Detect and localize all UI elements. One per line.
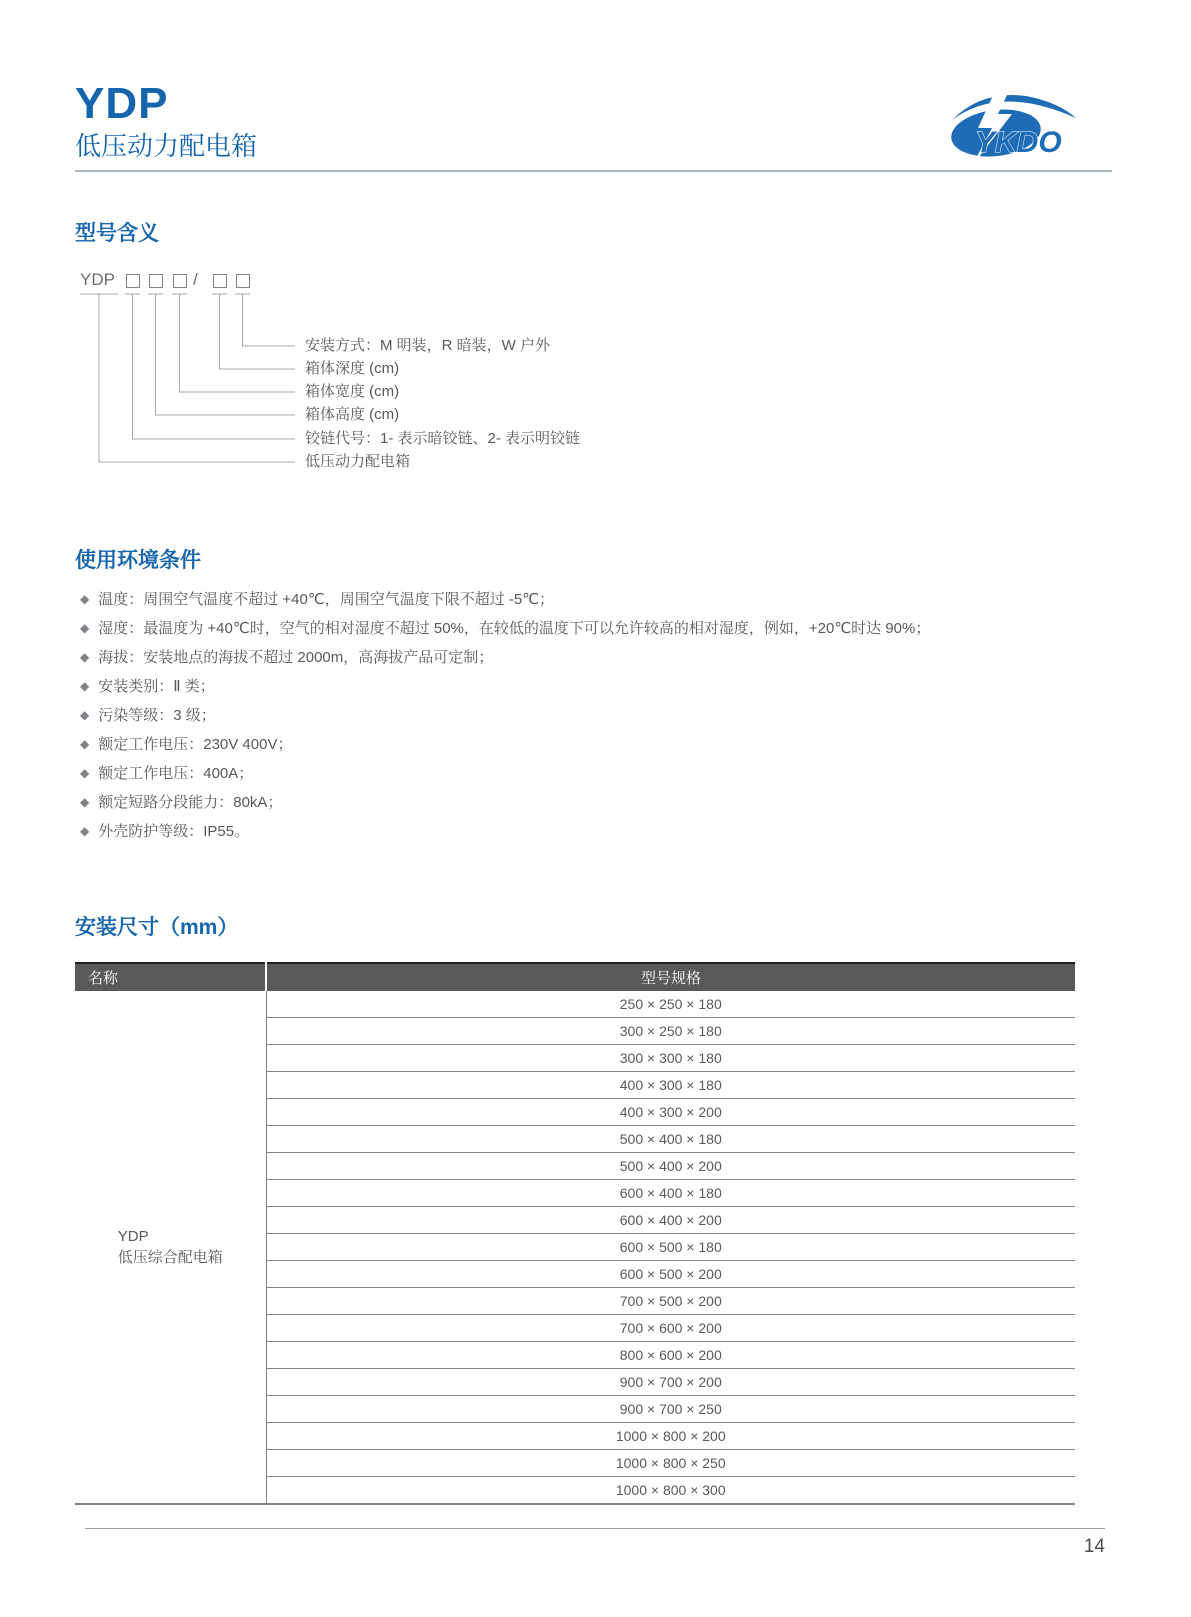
section-title-dimensions: 安装尺寸（mm） — [75, 916, 239, 939]
list-item — [80, 617, 1090, 646]
spec-cell: 600 × 400 × 200 — [266, 1207, 1075, 1234]
diagram-label-height: 箱体高度 (cm) — [305, 406, 400, 423]
diamond-bullet-icon: ◆ — [80, 679, 90, 693]
condition-text: 温度：周围空气温度不超过 +40℃，周围空气温度下限不超过 -5℃； — [98, 591, 555, 608]
list-item — [80, 820, 1090, 849]
model-code-box — [213, 274, 227, 288]
model-code-box — [126, 274, 140, 288]
list-item — [80, 791, 1090, 820]
spec-cell: 400 × 300 × 180 — [266, 1072, 1075, 1099]
product-name-line2: 低压综合配电箱 — [117, 1249, 223, 1266]
page-subtitle: 低压动力配电箱 — [75, 131, 258, 161]
diagram-label-mounting: 安装方式：M 明装，R 暗装，W 户外 — [305, 337, 550, 354]
spec-cell: 1000 × 800 × 300 — [266, 1477, 1075, 1505]
product-name-cell — [75, 991, 266, 1504]
spec-cell: 800 × 600 × 200 — [266, 1342, 1075, 1369]
condition-text: 污染等级：3 级； — [98, 707, 216, 724]
table-row — [75, 991, 1075, 1018]
spec-cell: 250 × 250 × 180 — [619, 996, 722, 1012]
spec-cell: 400 × 300 × 200 — [266, 1099, 1075, 1126]
model-code-separator: / — [193, 270, 198, 289]
column-header-name: 名称 — [75, 963, 266, 991]
dimensions-table — [75, 962, 1075, 1505]
diamond-bullet-icon: ◆ — [80, 824, 90, 838]
spec-cell: 300 × 250 × 180 — [266, 1018, 1075, 1045]
footer-divider — [85, 1528, 1105, 1529]
diamond-bullet-icon: ◆ — [80, 621, 90, 635]
condition-text: 海拔：安装地点的海拔不超过 2000m，高海拔产品可定制； — [98, 649, 494, 666]
spec-cell: 500 × 400 × 180 — [266, 1126, 1075, 1153]
model-code-prefix: YDP — [80, 270, 115, 289]
environment-conditions-list — [80, 588, 1090, 849]
condition-text: 额定短路分段能力：80kA； — [98, 794, 283, 811]
list-item — [80, 733, 1090, 762]
product-name-line1: YDP — [117, 1228, 149, 1245]
spec-cell: 600 × 400 × 180 — [266, 1180, 1075, 1207]
spec-cell: 500 × 400 × 200 — [266, 1153, 1075, 1180]
spec-cell: 900 × 700 × 250 — [266, 1396, 1075, 1423]
diamond-bullet-icon: ◆ — [80, 592, 90, 606]
spec-cell: 900 × 700 × 200 — [266, 1369, 1075, 1396]
diagram-label-hinge: 铰链代号：1- 表示暗铰链、2- 表示明铰链 — [305, 430, 581, 447]
page-number: 14 — [1083, 1536, 1105, 1557]
diamond-bullet-icon: ◆ — [80, 650, 90, 664]
list-item — [80, 588, 1090, 617]
list-item — [80, 704, 1090, 733]
condition-text: 安装类别：Ⅱ 类； — [98, 678, 215, 695]
page-title: YDP — [75, 79, 169, 128]
diagram-label-depth: 箱体深度 (cm) — [305, 360, 400, 377]
list-item — [80, 675, 1090, 704]
spec-cell: 1000 × 800 × 250 — [266, 1450, 1075, 1477]
list-item — [80, 762, 1090, 791]
model-code-box — [173, 274, 187, 288]
spec-cell: 600 × 500 × 200 — [266, 1261, 1075, 1288]
condition-text: 湿度：最温度为 +40℃时，空气的相对湿度不超过 50%，在较低的温度下可以允许较高的相对湿度，例如，+20℃时达 90%； — [98, 620, 931, 637]
diamond-bullet-icon: ◆ — [80, 766, 90, 780]
list-item — [80, 646, 1090, 675]
diamond-bullet-icon: ◆ — [80, 737, 90, 751]
header-divider — [75, 170, 1112, 172]
section-title-environment: 使用环境条件 — [75, 549, 201, 572]
condition-text: 额定工作电压：400A； — [98, 765, 254, 782]
column-header-spec: 型号规格 — [266, 963, 1075, 991]
model-code-diagram — [80, 270, 840, 482]
model-code-box — [149, 274, 163, 288]
spec-cell: 600 × 500 × 180 — [266, 1234, 1075, 1261]
condition-text: 额定工作电压：230V 400V； — [98, 736, 293, 753]
brand-logo-icon — [938, 78, 1080, 166]
spec-cell: 700 × 600 × 200 — [266, 1315, 1075, 1342]
model-code-box — [236, 274, 250, 288]
section-title-model-meaning: 型号含义 — [75, 222, 159, 245]
diamond-bullet-icon: ◆ — [80, 795, 90, 809]
spec-cell: 300 × 300 × 180 — [266, 1045, 1075, 1072]
table-header-row — [75, 963, 1075, 991]
header — [75, 79, 258, 161]
spec-cell: 700 × 500 × 200 — [266, 1288, 1075, 1315]
logo-text: YKDO — [975, 126, 1062, 159]
diagram-label-width: 箱体宽度 (cm) — [305, 383, 400, 400]
diamond-bullet-icon: ◆ — [80, 708, 90, 722]
diagram-label-product: 低压动力配电箱 — [305, 453, 411, 470]
condition-text: 外壳防护等级：IP55。 — [98, 823, 250, 840]
spec-cell: 1000 × 800 × 200 — [266, 1423, 1075, 1450]
